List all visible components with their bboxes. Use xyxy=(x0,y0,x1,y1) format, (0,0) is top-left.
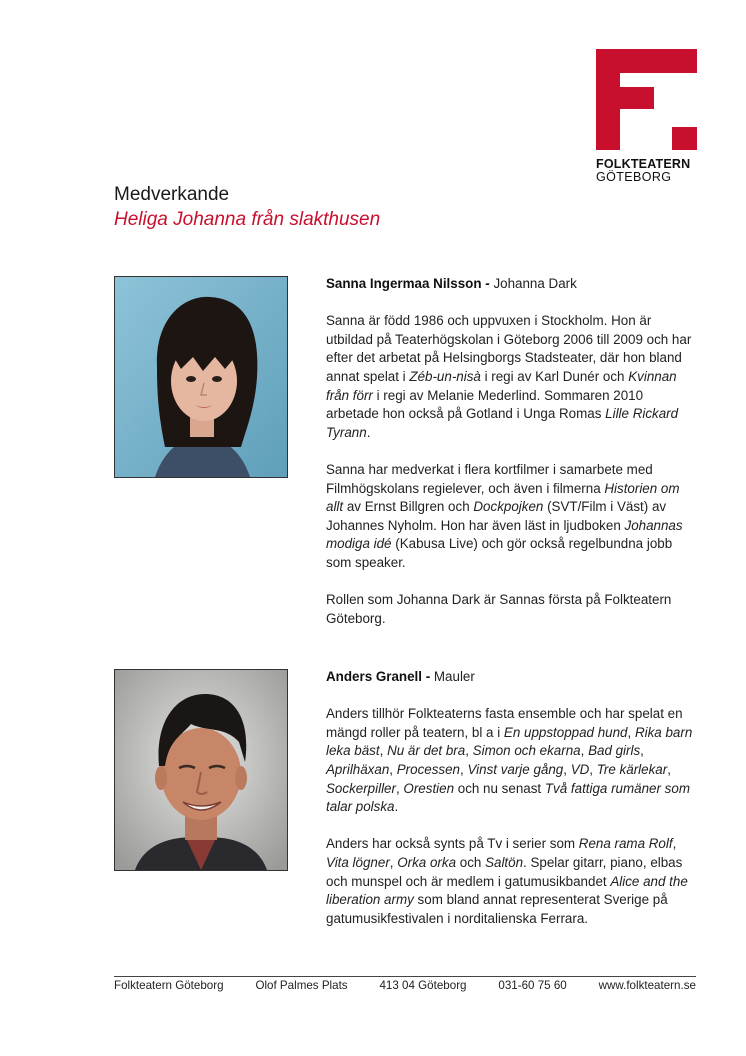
bio-text: Anders har också synts på Tv i serier som xyxy=(326,836,579,852)
bio-text: , xyxy=(672,836,677,852)
bio-sanna xyxy=(326,275,698,647)
bio-title-italic: Tre kärlekar xyxy=(596,761,668,777)
bio-title-italic: Kvinnan från förr xyxy=(326,368,677,403)
person-name-line xyxy=(326,668,698,687)
person-role: Mauler xyxy=(433,669,475,684)
bio-title-italic: Vinst varje gång xyxy=(467,761,564,777)
footer-postal-city: 413 04 Göteborg xyxy=(379,979,467,992)
bio-title-italic: Zéb-un-nisà xyxy=(409,368,481,384)
name-separator: - xyxy=(422,669,434,684)
bio-paragraph xyxy=(326,835,698,928)
person-role: Johanna Dark xyxy=(493,276,577,291)
bio-title-italic: Dockpojken xyxy=(473,499,544,515)
bio-title-italic: Nu är det bra xyxy=(387,743,466,759)
bio-text: , xyxy=(640,743,644,759)
bio-title-italic: Sockerpiller xyxy=(326,780,396,796)
bio-text: Sanna är född 1986 och uppvuxen i Stockholm. Hon är utbildad på Teaterhögskolan i Göteborg 2006 till 2009 och har efter det arbetat på Helsingborgs Stadsteater, där hon bland annat spelat i xyxy=(326,313,692,384)
bio-title-italic: Orka orka xyxy=(397,854,457,870)
bio-title-italic: En uppstoppad hund xyxy=(503,724,628,740)
bio-text: , xyxy=(627,724,635,740)
portrait-photo-anders xyxy=(114,669,288,871)
bio-text: , xyxy=(563,761,571,777)
bio-text: Sanna har medverkat i flera kortfilmer i samarbete med Filmhögskolans regielever, och även i filmerna xyxy=(326,461,653,496)
bio-text: i regi av Melanie Mederlind. Sommaren 2010 arbetade hon också på Gotland i Unga Romas xyxy=(326,387,644,422)
bio-title-italic: Rika barn leka bäst xyxy=(326,724,693,759)
bio-text: Rollen som Johanna Dark är Sannas första på Folkteatern Göteborg. xyxy=(326,592,672,626)
bio-paragraph xyxy=(326,461,698,573)
bio-paragraph xyxy=(326,591,698,628)
bio-title-italic: Simon och ekarna xyxy=(472,743,581,759)
bio-title-italic: Rena rama Rolf xyxy=(578,836,673,852)
footer-organization: Folkteatern Göteborg xyxy=(114,979,224,992)
bio-title-italic: VD xyxy=(570,761,590,777)
bio-title-italic: Saltön xyxy=(485,854,524,870)
logo-city: GÖTEBORG xyxy=(596,170,672,184)
bio-text: , xyxy=(667,761,671,777)
bio-text: , xyxy=(580,743,589,759)
name-separator: - xyxy=(481,276,494,291)
bio-text: . Spelar gitarr, piano, elbas och munspel och är medlem i gatumusikbandet xyxy=(326,854,683,889)
bio-title-italic: Alice and the liberation army xyxy=(326,873,688,908)
footer-divider xyxy=(114,976,696,977)
footer-street: Olof Palmes Plats xyxy=(255,979,348,992)
bio-title-italic: Johannas modiga idé xyxy=(326,517,683,552)
footer-phone: 031-60 75 60 xyxy=(498,979,567,992)
bio-text: och nu senast xyxy=(454,780,545,796)
portrait-photo-icon xyxy=(115,670,287,870)
bio-text: . xyxy=(366,424,371,440)
bio-text: av Ernst Billgren och xyxy=(343,499,474,515)
person-name: Anders Granell xyxy=(326,669,422,684)
folkteatern-logo xyxy=(596,49,697,184)
bio-text: och xyxy=(456,854,486,870)
bio-paragraph xyxy=(326,312,698,442)
bio-text: (Kabusa Live) och gör också regelbundna jobb som speaker. xyxy=(326,536,673,570)
bio-title-italic: Orestien xyxy=(403,780,455,796)
portrait-photo-icon xyxy=(115,277,287,477)
person-name-line xyxy=(326,275,698,294)
bio-text: Anders tillhör Folkteaterns fasta ensemble och har spelat en mängd roller på teatern, bl a i xyxy=(326,706,683,740)
person-name: Sanna Ingermaa Nilsson xyxy=(326,276,482,291)
bio-text: , xyxy=(395,780,404,796)
bio-text: i regi av Karl Dunér och xyxy=(480,368,629,384)
bio-title-italic: Bad girls xyxy=(588,743,641,759)
bio-anders xyxy=(326,668,698,947)
bio-title-italic: Två fattiga rumäner som talar polska xyxy=(326,780,690,815)
bio-paragraph xyxy=(326,705,698,817)
footer-website[interactable]: www.folkteatern.se xyxy=(598,979,696,992)
bio-text: , xyxy=(389,761,397,777)
production-title: Heliga Johanna från slakthusen xyxy=(114,209,381,230)
bio-title-italic: Processen xyxy=(396,761,460,777)
bio-title-italic: Lille Rickard Tyrann xyxy=(326,406,679,440)
bio-text: som bland annat representerat Sverige på gatumusikfestivalen i norditalienska Ferrara. xyxy=(326,892,668,926)
bio-text: , xyxy=(389,854,398,870)
bio-text: , xyxy=(465,743,473,759)
bio-text: (SVT/Film i Väst) av Johannes Nyholm. Hon har även läst in ljudboken xyxy=(326,499,667,533)
bio-text: , xyxy=(589,761,597,777)
bio-text: , xyxy=(379,743,388,759)
bio-title-italic: Historien om allt xyxy=(326,480,680,515)
bio-text: . xyxy=(394,799,399,815)
bio-title-italic: Vita lögner xyxy=(326,854,390,870)
bio-text: , xyxy=(460,761,468,777)
page-heading xyxy=(114,182,380,232)
logo-name: FOLKTEATERN xyxy=(596,157,691,171)
footer xyxy=(114,979,696,992)
portrait-photo-sanna xyxy=(114,276,288,478)
page-title: Medverkande xyxy=(114,184,230,205)
folkteatern-f-logo-icon xyxy=(596,49,697,150)
bio-title-italic: Aprilhäxan xyxy=(326,761,390,777)
